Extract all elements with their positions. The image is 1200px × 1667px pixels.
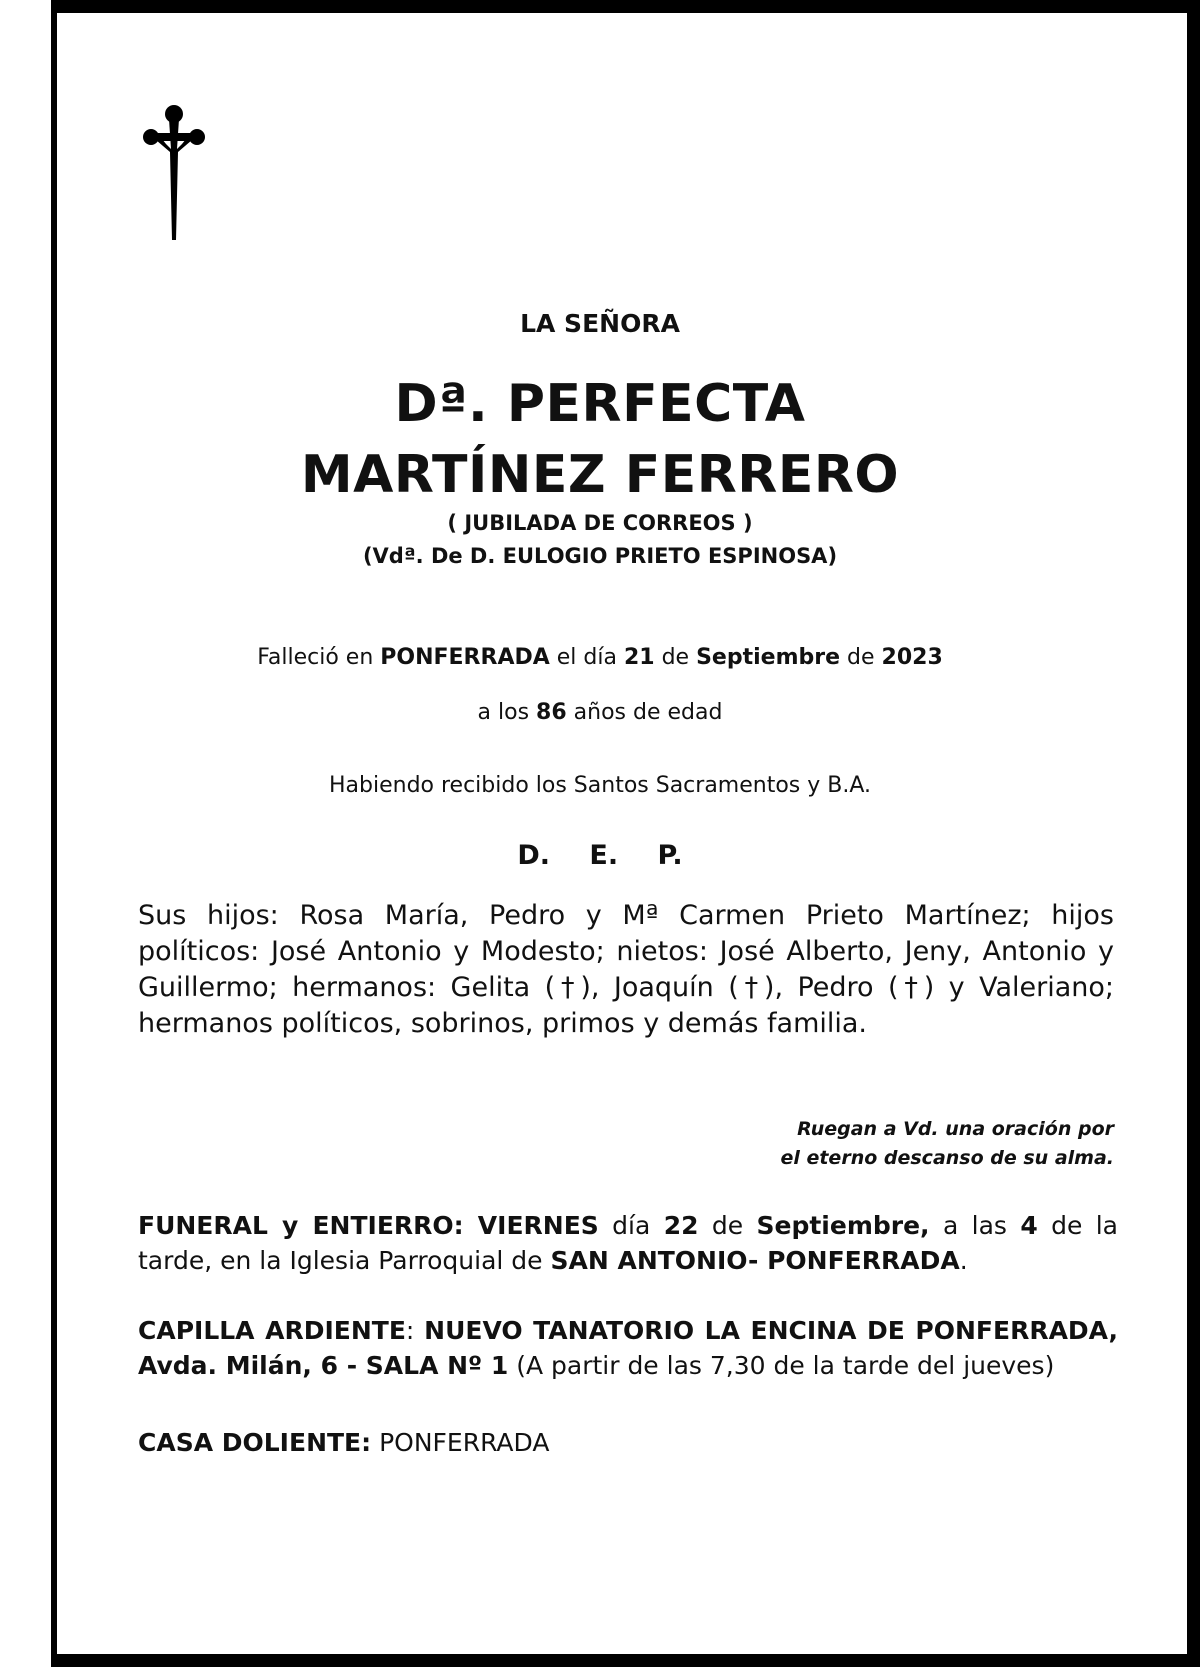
sacraments-text: Habiendo recibido los Santos Sacramentos y B.A. xyxy=(328,773,872,798)
death-notice: Falleció en PONFERRADA el día 21 de Septiembre de 2023 xyxy=(257,645,943,670)
deceased-name-line1: Dª. PERFECTA xyxy=(394,374,806,434)
deceased-occupation: ( JUBILADA DE CORREOS ) xyxy=(447,511,753,535)
family-list: Sus hijos: Rosa María, Pedro y Mª Carmen Prieto Martínez; hijos políticos: José Antonio y Modesto; nietos: José Alberto, Jeny, Antonio y Guillermo; hermanos: Gelita (†), Joaquín (†), Pedro (†) y Valeriano; hermanos políticos, sobrinos, primos y demás familia. xyxy=(138,900,1114,1039)
deceased-title: LA SEÑORA xyxy=(520,309,680,338)
chapel-info: CAPILLA ARDIENTE: NUEVO TANATORIO LA ENCINA DE PONFERRADA, Avda. Milán, 6 - SALA Nº 1 (A partir de las 7,30 de la tarde del jueves) xyxy=(138,1316,1118,1380)
dep-text: D. E. P. xyxy=(517,840,683,871)
deceased-widow-of: (Vdª. De D. EULOGIO PRIETO ESPINOSA) xyxy=(362,544,838,568)
mourning-house-info: CASA DOLIENTE: PONFERRADA xyxy=(138,1428,550,1457)
santiago-cross-icon xyxy=(142,104,206,242)
funeral-info: FUNERAL y ENTIERRO: VIERNES día 22 de Septiembre, a las 4 de la tarde, en la Iglesia Parroquial de SAN ANTONIO- PONFERRADA. xyxy=(138,1211,1118,1275)
prayer-request: Ruegan a Vd. una oración por el eterno descanso de su alma. xyxy=(780,1118,1114,1169)
obituary-frame xyxy=(51,0,1200,1667)
death-age: a los 86 años de edad xyxy=(477,700,723,725)
deceased-name-line2: MARTÍNEZ FERRERO xyxy=(300,445,900,505)
